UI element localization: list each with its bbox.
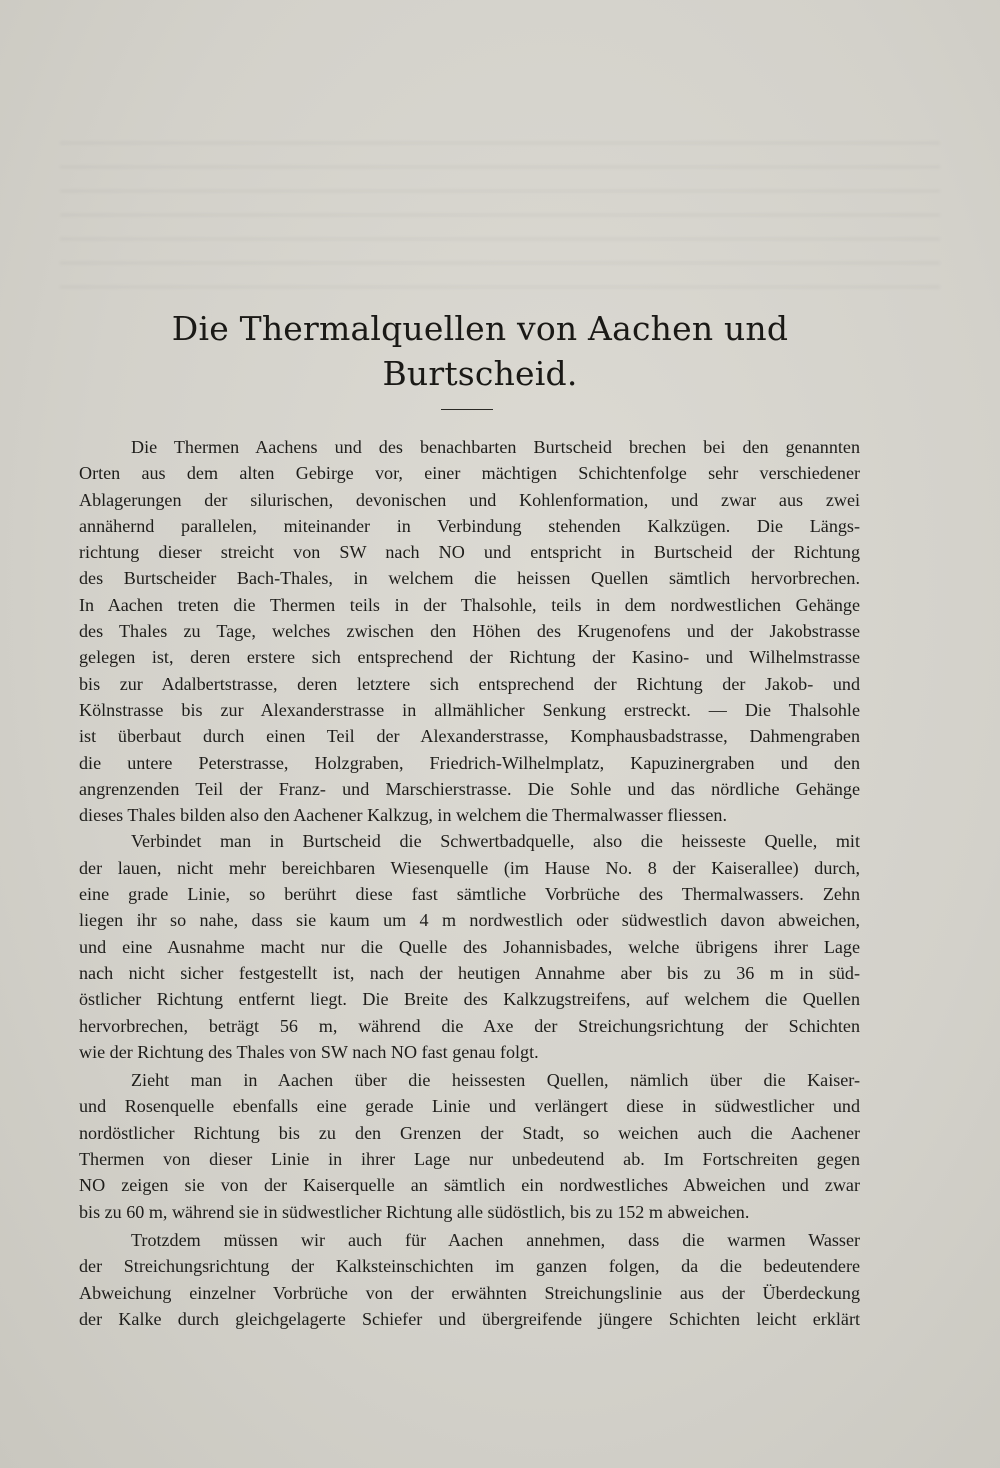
text-line: der Kalke durch gleichgelagerte Schiefer und übergreifende jüngere Schichten leicht erklärt — [79, 1308, 860, 1329]
text-line: ist überbaut durch einen Teil der Alexanderstrasse, Komphausbadstrasse, Dahmengraben — [79, 726, 860, 747]
text-line: gelegen ist, deren erstere sich entsprechend der Richtung der Kasino- und Wilhelmstrasse — [79, 647, 860, 668]
text-line: des Burtscheider Bach-Thales, in welchem die heissen Quellen sämtlich hervorbrechen. — [79, 568, 860, 589]
text-line: richtung dieser streicht von SW nach NO und entspricht in Burtscheid der Richtung — [79, 542, 860, 563]
text-line: Abweichung einzelner Vorbrüche von der erwähnten Streichungslinie aus der Überdeckung — [79, 1282, 860, 1303]
text-line: eine grade Linie, so berührt diese fast sämtliche Vorbrüche des Thermalwassers. Zehn — [79, 884, 860, 905]
page-title-line-2: Burtscheid. — [382, 354, 578, 393]
text-line: und eine Ausnahme macht nur die Quelle des Johannisbades, welche übrigens ihrer Lage — [79, 936, 860, 957]
text-line: In Aachen treten die Thermen teils in der Thalsohle, teils in dem nordwestlichen Gehänge — [79, 594, 860, 615]
page-title-line-1: Die Thermalquellen von Aachen und — [171, 309, 789, 348]
text-line: wie der Richtung des Thales von SW nach NO fast genau folgt. — [79, 1041, 539, 1062]
text-line: Trotzdem müssen wir auch für Aachen annehmen, dass die warmen Wasser — [131, 1229, 860, 1250]
text-line: östlicher Richtung entfernt liegt. Die Breite des Kalkzugstreifens, auf welchem die Quellen — [79, 989, 860, 1010]
text-line: nordöstlicher Richtung bis zu den Grenzen der Stadt, so weichen auch die Aachener — [79, 1122, 860, 1143]
text-line: Thermen von dieser Linie in ihrer Lage nur unbedeutend ab. Im Fortschreiten gegen — [79, 1149, 860, 1170]
text-line: Kölnstrasse bis zur Alexanderstrasse in allmählicher Senkung erstreckt. — Die Thalsohle — [79, 699, 860, 720]
text-line: hervorbrechen, beträgt 56 m, während die Axe der Streichungsrichtung der Schichten — [79, 1015, 860, 1036]
bleed-through-texture — [60, 120, 940, 300]
text-line: Die Thermen Aachens und des benachbarten Burtscheid brechen bei den genannten — [131, 437, 860, 457]
text-line: Orten aus dem alten Gebirge vor, einer mächtigen Schichtenfolge sehr verschiedener — [79, 463, 860, 484]
body-text — [79, 434, 860, 1332]
text-line: bis zu 60 m, während sie in südwestlicher Richtung alle südöstlich, bis zu 152 m abweichen. — [79, 1201, 750, 1222]
text-line: der lauen, nicht mehr bereichbaren Wiesenquelle (im Hause No. 8 der Kaiserallee) durch, — [79, 857, 860, 878]
text-line: NO zeigen sie von der Kaiserquelle an sämtlich ein nordwestliches Abweichen und zwar — [79, 1175, 860, 1196]
text-line: dieses Thales bilden also den Aachener Kalkzug, in welchem die Thermalwasser fliessen. — [79, 805, 727, 826]
text-line: Zieht man in Aachen über die heissesten Quellen, nämlich über die Kaiser- — [131, 1070, 860, 1091]
title-divider — [441, 409, 493, 410]
text-line: der Streichungsrichtung der Kalksteinschichten im ganzen folgen, da die bedeutendere — [79, 1256, 860, 1277]
text-line: Verbindet man in Burtscheid die Schwertbadquelle, also die heisseste Quelle, mit — [131, 831, 860, 852]
text-line: Ablagerungen der silurischen, devonischen und Kohlenformation, und zwar aus zwei — [79, 489, 860, 510]
text-line: annähernd parallelen, miteinander in Verbindung stehenden Kalkzügen. Die Längs- — [79, 515, 860, 536]
text-line: liegen ihr so nahe, dass sie kaum um 4 m nordwestlich oder südwestlich davon abweichen, — [79, 910, 860, 931]
text-line: bis zur Adalbertstrasse, deren letztere sich entsprechend der Richtung der Jakob- und — [79, 673, 860, 694]
text-line: und Rosenquelle ebenfalls eine gerade Linie und verlängert diese in südwestlicher und — [79, 1096, 860, 1117]
text-line: angrenzenden Teil der Franz- und Marschierstrasse. Die Sohle und das nördliche Gehänge — [79, 778, 860, 799]
text-line: die untere Peterstrasse, Holzgraben, Friedrich-Wilhelmplatz, Kapuzinergraben und den — [79, 752, 860, 773]
text-line: des Thales zu Tage, welches zwischen den Höhen des Krugenofens und der Jakobstrasse — [79, 621, 860, 642]
text-line: nach nicht sicher festgestellt ist, nach der heutigen Annahme aber bis zu 36 m in süd- — [79, 962, 860, 983]
